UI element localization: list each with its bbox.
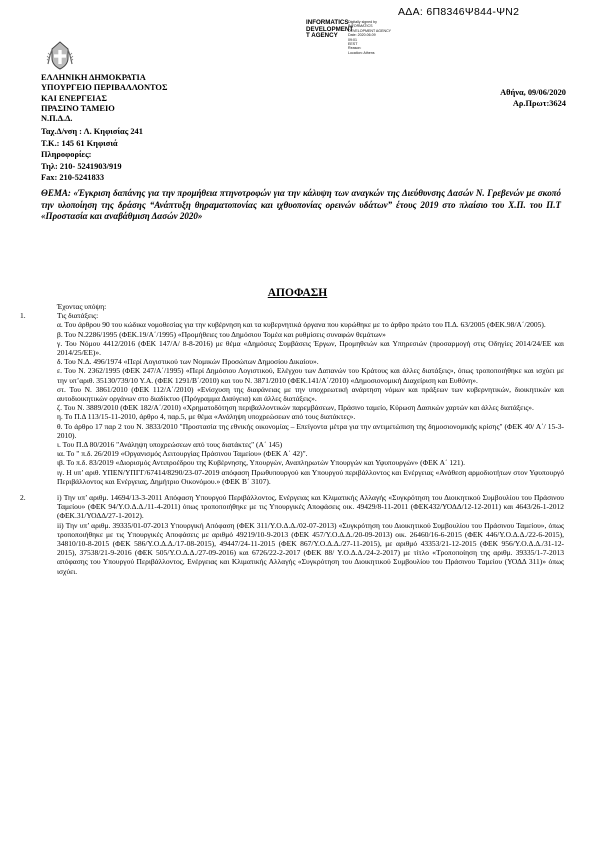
subject-paragraph: ΘΕΜΑ: «Έγκριση δαπάνης για την προμήθεια πτηνοτροφών για την κάλυψη των αναγκών της Διεύθυνσης Δασών Ν. Γρεβενών με σκοπό την υλοποίηση της δράσης “Ανάπτυξη θηραματοπονίας και ιχθυοπονίας ορεινών υδάτων” έτους 2019 στο πλαίσιο του Χ.Π. του Π.Τ «Προστασία και αναβάθμιση Δασών 2020» bbox=[41, 188, 561, 222]
agency-line: INFORMATICS bbox=[306, 19, 349, 26]
org-line: ΥΠΟΥΡΓΕΙΟ ΠΕΡΙΒΑΛΛΟΝΤΟΣ bbox=[41, 83, 168, 93]
legal-paragraph: ια. Το " π.δ. 26/2019 «Οργανισμός Λειτουργίας Πράσινου Ταμείου» (ΦΕΚ Α΄ 42)". bbox=[57, 449, 308, 459]
item-number: 1. bbox=[20, 311, 26, 321]
signature-line: 09:01 bbox=[348, 37, 357, 42]
legal-paragraph: ii) Την υπ’ αριθμ. 39335/01-07-2013 Υπουργική Απόφαση (ΦΕΚ 311/Υ.Ο.Δ.Δ./02-07-2013) «Συγκρότηση του Διοικητικού Συμβουλίου του Πράσινου Ταμείου», όπως τροποποιήθηκε με τις Υπουργικές Αποφάσεις με αριθμό 49219/10-9-2013 (ΦΕΚ 457/Υ.Ο.Δ.Δ./20-09-2013) οικ. 26460/16-6-2015 (ΦΕΚ 446/Υ.Ο.Δ.Δ./22-6-2015), 34810/10-8-2015 (ΦΕΚ 586/Υ.Ο.Δ.Δ./17-08-2015), 49447/24-11-2015 (ΦΕΚ 867/Υ.Ο.Δ.Δ./27-11-2015), με αριθμό 43353/21-12-2015 (ΦΕΚ 956/Υ.Ο.Δ.Δ./31-12-2015), 37538/21-9-2016 (ΦΕΚ 505/Υ.Ο.Δ.Δ./27-09-2016) και 6726/22-2-2017 (ΦΕΚ 88/ Υ.Ο.Δ.Δ./24-2-2017) με τίτλο «Τροποποίηση της αριθμ. 39335/1-7-2013 απόφασης του Υπουργού Περιβάλλοντος, Ενέργειας και Κλιματικής Αλλαγής «Συγκρότηση του Διοικητικού Συμβουλίου του Πράσινου Ταμείου (ΥΟΔΔ 311)» όπως ισχύει. bbox=[57, 520, 564, 576]
legal-paragraph: δ. Του Ν.Δ. 496/1974 «Περί Λογιστικού των Νομικών Προσώπων Δημοσίου Δικαίου». bbox=[57, 357, 319, 367]
org-line: Ν.Π.Δ.Δ. bbox=[41, 114, 73, 124]
legal-paragraph: στ. Του Ν. 3861/2010 (ΦΕΚ 112/Α΄/2010) «Ενίσχυση της διαφάνειας με την υποχρεωτική ανάρτηση νόμων και πράξεων των κυβερνητικών, διοικητικών και αυτοδιοικητικών οργάνων στο διαδίκτυο (Πρόγραμμα Διαύγεια) και άλλες διατάξεις». bbox=[57, 384, 564, 404]
contact-block bbox=[41, 126, 143, 184]
signature-line: Digitally signed by bbox=[348, 20, 377, 24]
list-item-2 bbox=[20, 493, 564, 576]
signature-line: Reason: bbox=[348, 46, 362, 51]
legal-paragraph: ζ. Του Ν. 3889/2010 (ΦΕΚ 182/Α΄/2010) «Χρηματοδότηση περιβαλλοντικών παρεμβάσεων, Πράσινο ταμείο, Κύρωση Δασικών χαρτών και άλλες διατάξεις». bbox=[57, 403, 534, 413]
organization-header bbox=[41, 73, 167, 124]
address-line: Ταχ.Δ/νση : Λ. Κηφισίας 241 bbox=[41, 127, 143, 136]
agency-line: T AGENCY bbox=[306, 32, 338, 40]
item-number: 2. bbox=[20, 493, 26, 503]
list-item-1 bbox=[20, 311, 564, 320]
legal-paragraph: i) Την υπ’ αριθμ. 14694/13-3-2011 Απόφαση Υπουργού Περιβάλλοντος, Ενέργειας και Κλιματικής Αλλαγής «Συγκρότηση του Διοικητικού Συμβουλίου του Πράσινου Ταμείου» (ΦΕΚ 94/Υ.Ο.Δ.Δ./11-4-2011) όπως τροποποιήθηκε με τις Υπουργικές Αποφάσεις οικ. 49429/8-11-2011 (ΦΕΚ432/ΥΟΔΔ/12-12-2011) και 4643/26-1-2012 (ΦΕΚ.31/ΥΟΔΔ/27-1-2012). bbox=[57, 493, 564, 521]
legal-paragraph: θ. Το άρθρο 17 παρ 2 του Ν. 3833/2010 "Προστασία της εθνικής οικονομίας – Επείγοντα μέτρα για την αντιμετώπιση της δημοσιονομικής κρίσης" (ΦΕΚ 40/ Α΄/ 15-3-2010). bbox=[57, 421, 564, 440]
legal-paragraph: ε. Του Ν. 2362/1995 (ΦΕΚ 247/Α΄/1995) «Περί Δημόσιου Λογιστικού, Ελέγχου των Δαπανών του Κράτους και άλλες διατάξεις», όπως τροποποιήθηκε και ισχύει με την υπ’αριθ. 35130/739/10 Υ.Α. (ΦΕΚ 1291/Β΄/2010) και του Ν. 3871/2010 (ΦΕΚ.141/Α΄/2010) «Δημοσιονομική Διαχείριση και Ευθύνη». bbox=[57, 366, 564, 385]
legal-paragraph: γ. Του Νόμου 4412/2016 (ΦΕΚ 147/Α/ 8-8-2016) με θέμα «Δημόσιες Συμβάσεις Έργων, Προμηθειών και Υπηρεσιών (προσαρμογή στις Οδηγίες 2014/24/ΕΕ και 2014/25/ΕΕ)». bbox=[57, 338, 564, 358]
ada-code: ΑΔΑ: 6Π8346Ψ844-ΨΝ2 bbox=[398, 6, 520, 18]
greek-coat-of-arms-icon bbox=[46, 40, 74, 71]
phone-line: Τηλ: 210- 5241903/919 bbox=[41, 161, 122, 171]
fax-line: Fax: 210-5241833 bbox=[41, 173, 105, 182]
agency-line: DEVELOPMENT bbox=[306, 25, 354, 33]
info-label: Πληροφορίες: bbox=[41, 150, 92, 159]
digital-signature-details bbox=[348, 20, 391, 55]
document-date: Αθήνα, 09/06/2020 bbox=[500, 88, 566, 97]
legal-paragraph: ιβ. Το π.δ. 83/2019 «Διορισμός Αντιπροέδρου της Κυβέρνησης, Υπουργών, Αναπληρωτών Υπουργών και Υφυπουργών» (ΦΕΚ Α΄ 121). bbox=[57, 458, 466, 468]
legal-paragraph: β. Του Ν.2286/1995 (ΦΕΚ.19/Α΄/1995) «Προμήθειες του Δημόσιου Τομέα και ρυθμίσεις συναφών θεμάτων» bbox=[57, 329, 386, 339]
signature-line: DEVELOPMENT AGENCY bbox=[348, 28, 392, 33]
legal-paragraph: α. Του άρθρου 90 του κώδικα νομοθεσίας για την κυβέρνηση και τα κυβερνητικά όργανα που κυρώθηκε με το άρθρο πρώτο του Π.Δ. 63/2005 (ΦΕΚ.98/Α΄/2005). bbox=[57, 320, 546, 330]
item-2-paragraphs bbox=[20, 493, 564, 576]
signature-line: Date: 2020.06.09 bbox=[348, 33, 376, 38]
org-line: ΕΛΛΗΝΙΚΗ ΔΗΜΟΚΡΑΤΙΑ bbox=[41, 73, 146, 82]
item-title: Τις διατάξεις: bbox=[57, 311, 99, 321]
postal-code-line: Τ.Κ.: 145 61 Κηφισιά bbox=[41, 138, 118, 148]
document-body bbox=[20, 302, 564, 576]
org-line: ΠΡΑΣΙΝΟ ΤΑΜΕΙΟ bbox=[41, 103, 115, 113]
legal-paragraph: η. Το Π.Δ 113/15-11-2010, άρθρο 4, παρ.5, με θέμα «Ανάληψη υποχρεώσεων από τους διατάκτες». bbox=[57, 412, 356, 422]
org-line: ΚΑΙ ΕΝΕΡΓΕΙΑΣ bbox=[41, 93, 107, 103]
item-1-paragraphs bbox=[20, 320, 564, 486]
protocol-number: Αρ.Πρωτ:3624 bbox=[512, 99, 566, 108]
decision-heading: ΑΠΟΦΑΣΗ bbox=[267, 287, 328, 299]
signature-line: INFORMATICS bbox=[348, 24, 373, 29]
legal-paragraph: ιγ. Η υπ’ αριθ. ΥΠΕΝ/ΥΠΓΓ/67414/8290/23-07-2019 απόφαση Πρωθυπουργού και Υπουργού περιβάλλοντος και Ενέργειας «Ανάθεση αρμοδιοτήτων στον Υφυπουργό Περιβάλλοντος και Ενέργειας, Δημήτριο Οικονόμου.» (ΦΕΚ Β΄ 3107). bbox=[57, 467, 564, 486]
date-block bbox=[446, 87, 566, 109]
intro-line: Έχοντας υπόψη: bbox=[57, 302, 107, 311]
signature-line: Location: Athens bbox=[348, 50, 375, 55]
signature-line: EEST bbox=[348, 42, 358, 47]
signature-agency-label bbox=[306, 20, 353, 40]
legal-paragraph: ι. Του Π.Δ 80/2016 "Ανάληψη υποχρεώσεων από τους διατάκτες" (Α΄ 145) bbox=[57, 440, 283, 450]
